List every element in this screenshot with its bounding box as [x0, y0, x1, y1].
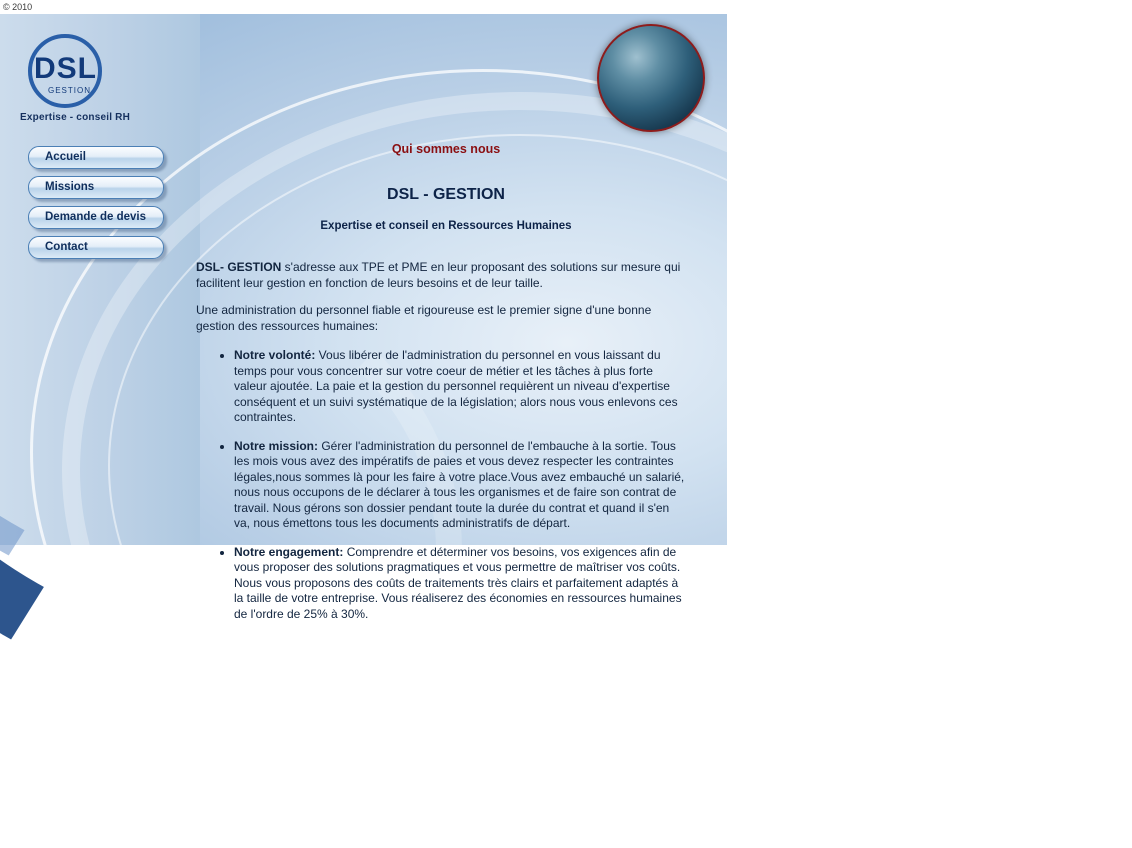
intro-lead: DSL- GESTION [196, 260, 282, 274]
second-paragraph: Une administration du personnel fiable et rigoureuse est le premier signe d'une bonne gestion des ressources humaines: [196, 303, 652, 333]
nav-item-contact[interactable] [28, 236, 164, 259]
list-item [234, 348, 696, 426]
copyright-text: © 2010 [3, 2, 33, 12]
nav-item-label: Contact [45, 241, 88, 253]
list-item [234, 439, 696, 532]
list-item-text: Comprendre et déterminer vos besoins, vos exigences afin de vous proposer des solutions pragmatiques et vous permettre de maîtriser vos coûts. Nous vous proposons des coûts de traitements très clairs et parfaitement adaptés à la taille de votre entreprise. Vous réaliserez des économies en ressources humaines de l'ordre de 25% à 30%. [234, 544, 682, 621]
list-item-label: Notre volonté: [234, 348, 316, 362]
key-points-list [196, 348, 696, 622]
intro-paragraph [196, 260, 696, 291]
nav-item-accueil[interactable] [28, 146, 164, 169]
page-title: DSL - GESTION [387, 186, 505, 203]
list-item-label: Notre mission: [234, 438, 319, 453]
nav-item-label: Missions [45, 181, 95, 193]
sphere-graphic [597, 24, 705, 132]
page-canvas [0, 14, 727, 621]
nav-item-label: Demande de devis [45, 211, 146, 223]
intro-rest: s'adresse aux TPE et PME en leur proposant des solutions sur mesure qui facilitent leur gestion en fonction de leurs besoins et de leur taille. [196, 260, 681, 290]
list-item-text: Vous libérer de l'administration du personnel en vous laissant du temps pour vous concentrer sur votre coeur de métier et les tâches à plus forte valeur ajoutée. La paie et la gestion du personnel requièrent un niveau d'expertise conséquent et un suivi systématique de la législation; alors nous vous enlevons ces contraintes. [234, 348, 678, 424]
section-label: Qui sommes nous [391, 142, 501, 156]
list-item-label: Notre engagement: [234, 544, 344, 559]
nav-item-label: Accueil [45, 151, 86, 163]
copyright-bar [0, 0, 727, 14]
logo-subname: GESTION [48, 86, 92, 95]
site-logo[interactable] [14, 30, 179, 123]
page-subtitle: Expertise et conseil en Ressources Humaines [320, 220, 572, 232]
list-item [234, 545, 696, 623]
page-root [0, 0, 727, 621]
list-item-text: Gérer l'administration du personnel de l'embauche à la sortie. Tous les mois vous avez des impératifs de paies et vous devez respecter les contraintes légales,nous sommes là pour les faire à votre place.Vous avez embauché un salarié, nous nous occupons de le déclarer à tous les organismes et de faire son contrat de travail. Nous gérons son dossier pendant toute la durée du contrat et quand il s'en va, nous émettons tous les documents administratifs de départ. [234, 438, 685, 530]
nav-item-demande-de-devis[interactable] [28, 206, 164, 229]
nav-item-missions[interactable] [28, 176, 164, 199]
main-content [196, 134, 696, 635]
logo-tagline: Expertise - conseil RH [20, 112, 130, 123]
main-navigation [28, 146, 173, 266]
logo-name: DSL [34, 52, 97, 85]
